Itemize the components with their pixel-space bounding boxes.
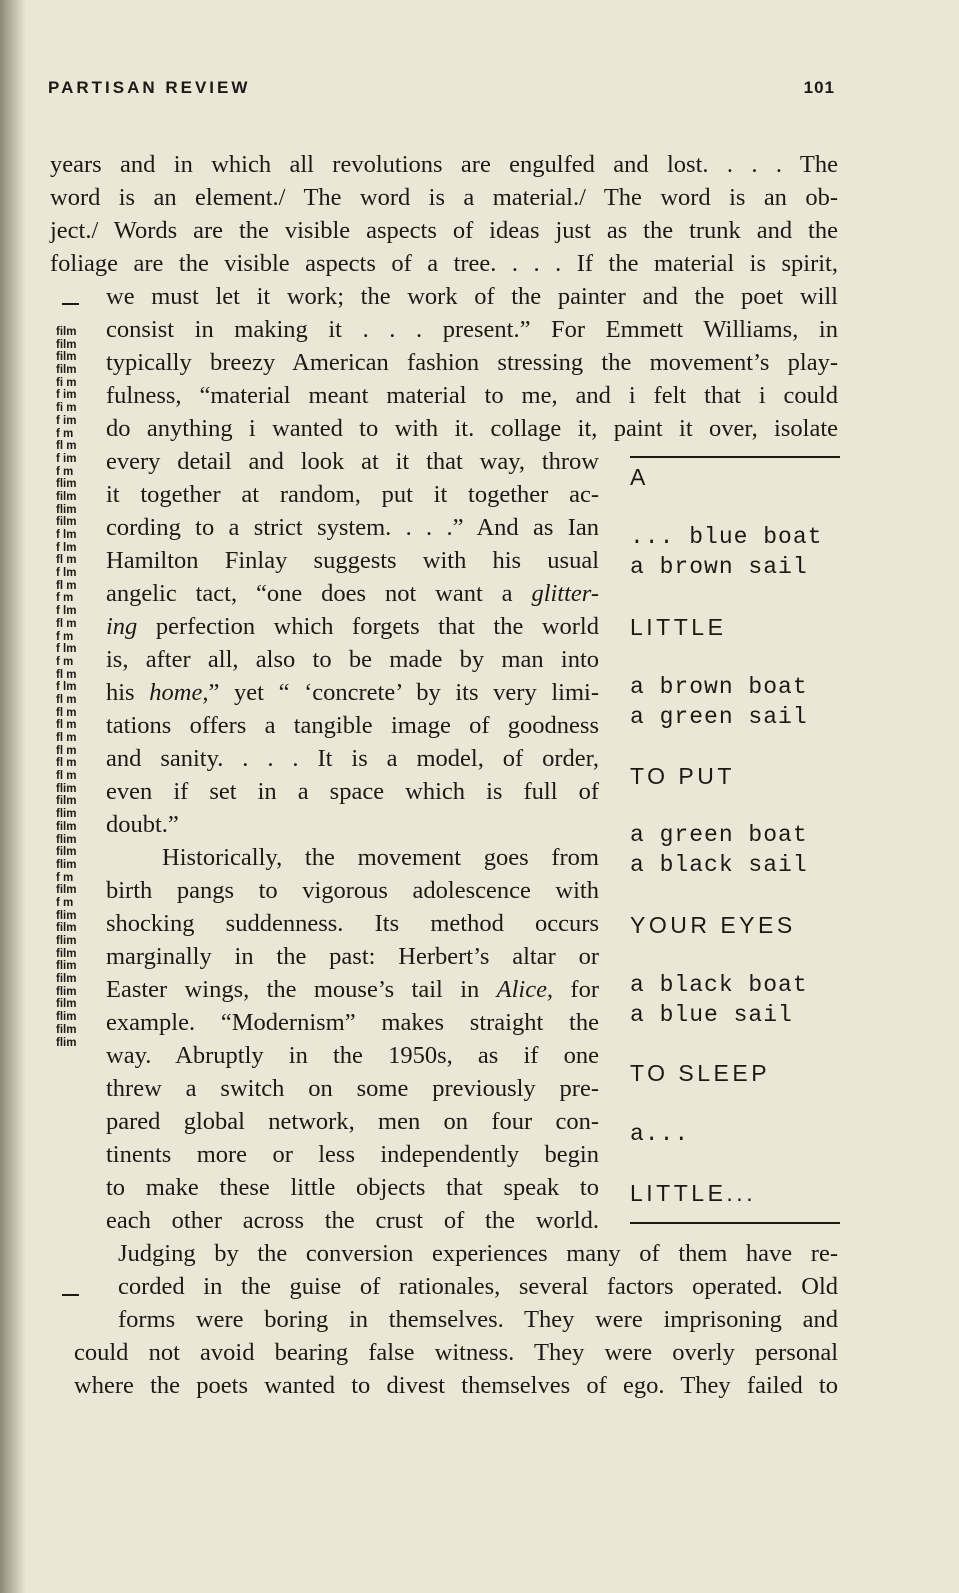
text-line: tinents more or less independently begin bbox=[106, 1141, 599, 1168]
text-line: ject./ Words are the visible aspects of ideas just as the trunk and the bbox=[50, 217, 838, 244]
margin-film-word: flim bbox=[56, 833, 77, 846]
margin-film-word: f im bbox=[56, 452, 77, 465]
text-line: Judging by the conversion experiences many of them have re- bbox=[118, 1240, 838, 1267]
page-gutter-shadow bbox=[0, 0, 26, 1593]
margin-film-word: fl m bbox=[56, 706, 77, 719]
page-header bbox=[48, 78, 835, 102]
poem-line: TO SLEEP bbox=[630, 1060, 771, 1086]
text-line: Hamilton Finlay suggests with his usual bbox=[106, 547, 599, 574]
poem-line: TO PUT bbox=[630, 763, 735, 789]
text-line: angelic tact, “one does not want a glitter- bbox=[106, 580, 599, 607]
margin-film-word: f m bbox=[56, 465, 74, 478]
margin-film-word: film bbox=[56, 351, 77, 364]
text-line: could not avoid bearing false witness. They were overly personal bbox=[74, 1339, 838, 1366]
text-line: years and in which all revolutions are engulfed and lost. . . . The bbox=[50, 151, 838, 178]
poem-line: LITTLE bbox=[630, 614, 727, 640]
text-line: even if set in a space which is full of bbox=[106, 778, 599, 805]
margin-film-word: f im bbox=[56, 414, 77, 427]
text-line: consist in making it . . . present.” For Emmett Williams, in bbox=[106, 316, 838, 343]
margin-film-word: f m bbox=[56, 592, 74, 605]
text-line: fulness, “material meant material to me, and i felt that i could bbox=[106, 382, 838, 409]
margin-film-word: film bbox=[56, 1023, 77, 1036]
text-line: Historically, the movement goes from bbox=[162, 844, 599, 871]
margin-film-word: flim bbox=[56, 960, 77, 973]
text-line: shocking suddenness. Its method occurs bbox=[106, 910, 599, 937]
text-line: we must let it work; the work of the painter and the poet will bbox=[106, 283, 838, 310]
poem-line: LITTLE... bbox=[630, 1180, 757, 1206]
text-line: corded in the guise of rationales, several factors operated. Old bbox=[118, 1273, 838, 1300]
margin-film-word: fl m bbox=[56, 757, 77, 770]
text-line: where the poets wanted to divest themselves of ego. They failed to bbox=[74, 1372, 838, 1399]
margin-film-word: f m bbox=[56, 896, 74, 909]
poem-line: a blue sail bbox=[630, 1002, 793, 1028]
text-line: typically breezy American fashion stressing the movement’s play- bbox=[106, 349, 838, 376]
text-line: way. Abruptly in the 1950s, as if one bbox=[106, 1042, 599, 1069]
margin-film-word: film bbox=[56, 364, 77, 377]
margin-film-word: f lm bbox=[56, 605, 77, 618]
margin-film-word: f lm bbox=[56, 643, 77, 656]
poem-line: YOUR EYES bbox=[630, 912, 796, 938]
text-line: each other across the crust of the world. bbox=[106, 1207, 599, 1234]
margin-film-word: flim bbox=[56, 503, 77, 516]
poem-line: ... blue boat bbox=[630, 524, 823, 550]
poem-line: a green sail bbox=[630, 704, 808, 730]
poem-rule-bottom bbox=[630, 1222, 840, 1224]
margin-film-word: fl m bbox=[56, 617, 77, 630]
margin-film-word: f m bbox=[56, 427, 74, 440]
margin-film-word: flim bbox=[56, 858, 77, 871]
poem-line: a... bbox=[630, 1121, 690, 1147]
margin-film-word: fl m bbox=[56, 440, 77, 453]
text-line: pared global network, men on four con- bbox=[106, 1108, 599, 1135]
text-line: birth pangs to vigorous adolescence with bbox=[106, 877, 599, 904]
text-line: cording to a strict system. . . .” And as Ian bbox=[106, 514, 599, 541]
margin-film-word: fi m bbox=[56, 376, 77, 389]
text-line: marginally in the past: Herbert’s altar or bbox=[106, 943, 599, 970]
margin-film-stack bbox=[56, 326, 94, 1049]
poem-line: a black sail bbox=[630, 852, 808, 878]
text-line: foliage are the visible aspects of a tree. . . . If the material is spirit, bbox=[50, 250, 838, 277]
text-line: and sanity. . . . It is a model, of order, bbox=[106, 745, 599, 772]
margin-film-word: fl m bbox=[56, 719, 77, 732]
margin-film-word: film bbox=[56, 490, 77, 503]
margin-film-word: fl m bbox=[56, 693, 77, 706]
margin-film-word: f lm bbox=[56, 681, 77, 694]
margin-film-word: f m bbox=[56, 655, 74, 668]
margin-film-word: flim bbox=[56, 782, 77, 795]
poem-rule-top bbox=[630, 456, 840, 458]
margin-dash-top bbox=[62, 303, 79, 305]
margin-film-word: film bbox=[56, 998, 77, 1011]
text-line: threw a switch on some previously pre- bbox=[106, 1075, 599, 1102]
poem-line: a brown boat bbox=[630, 674, 808, 700]
margin-film-word: f im bbox=[56, 389, 77, 402]
margin-film-word: film bbox=[56, 846, 77, 859]
margin-film-word: flim bbox=[56, 935, 77, 947]
margin-film-word: flim bbox=[56, 1036, 77, 1049]
margin-film-word: flim bbox=[56, 985, 77, 998]
margin-film-word: film bbox=[56, 795, 77, 808]
poem-line: A bbox=[630, 464, 649, 490]
page-number: 101 bbox=[803, 78, 835, 97]
text-line: example. “Modernism” makes straight the bbox=[106, 1009, 599, 1036]
poem-line: a brown sail bbox=[630, 554, 808, 580]
margin-film-word: f m bbox=[56, 871, 74, 884]
margin-film-word: f m bbox=[56, 630, 74, 643]
margin-film-word: fl m bbox=[56, 744, 77, 757]
margin-film-word: fl m bbox=[56, 554, 77, 567]
poem-line: a black boat bbox=[630, 972, 808, 998]
text-line: doubt.” bbox=[106, 811, 179, 838]
poem-line: a green boat bbox=[630, 822, 808, 848]
text-line: is, after all, also to be made by man into bbox=[106, 646, 599, 673]
margin-film-word: film bbox=[56, 922, 77, 935]
margin-film-word: film bbox=[56, 338, 77, 351]
margin-film-word: f lm bbox=[56, 541, 77, 554]
margin-film-word: flim bbox=[56, 808, 77, 821]
margin-film-word: flim bbox=[56, 909, 77, 922]
margin-film-word: film bbox=[56, 884, 77, 897]
text-line: every detail and look at it that way, throw bbox=[106, 448, 599, 475]
text-line: forms were boring in themselves. They were imprisoning and bbox=[118, 1306, 838, 1333]
running-head: PARTISAN REVIEW bbox=[48, 78, 251, 97]
text-line: tations offers a tangible image of goodness bbox=[106, 712, 599, 739]
margin-film-word: f lm bbox=[56, 567, 77, 580]
text-line: do anything i wanted to with it. collage it, paint it over, isolate bbox=[106, 415, 838, 442]
margin-film-word: film bbox=[56, 820, 77, 833]
margin-film-word: film bbox=[56, 947, 77, 960]
text-line: ing perfection which forgets that the world bbox=[106, 613, 599, 640]
margin-film-word: film bbox=[56, 973, 77, 986]
margin-dash-bottom bbox=[62, 1294, 79, 1296]
margin-film-word: f lm bbox=[56, 529, 77, 541]
margin-film-word: fl m bbox=[56, 732, 77, 744]
margin-film-word: fi m bbox=[56, 402, 77, 415]
text-line: it together at random, put it together ac- bbox=[106, 481, 599, 508]
margin-film-word: film bbox=[56, 516, 77, 529]
text-line: his home,” yet “ ‘concrete’ by its very limi- bbox=[106, 679, 599, 706]
margin-film-word: fl m bbox=[56, 668, 77, 681]
margin-film-word: fl m bbox=[56, 770, 77, 783]
margin-film-word: flim bbox=[56, 1011, 77, 1024]
text-line: word is an element./ The word is a material./ The word is an ob- bbox=[50, 184, 838, 211]
text-line: to make these little objects that speak to bbox=[106, 1174, 599, 1201]
text-line: Easter wings, the mouse’s tail in Alice, for bbox=[106, 976, 599, 1003]
margin-film-word: flim bbox=[56, 478, 77, 491]
margin-film-word: fl m bbox=[56, 579, 77, 592]
margin-film-word: film bbox=[56, 326, 77, 338]
